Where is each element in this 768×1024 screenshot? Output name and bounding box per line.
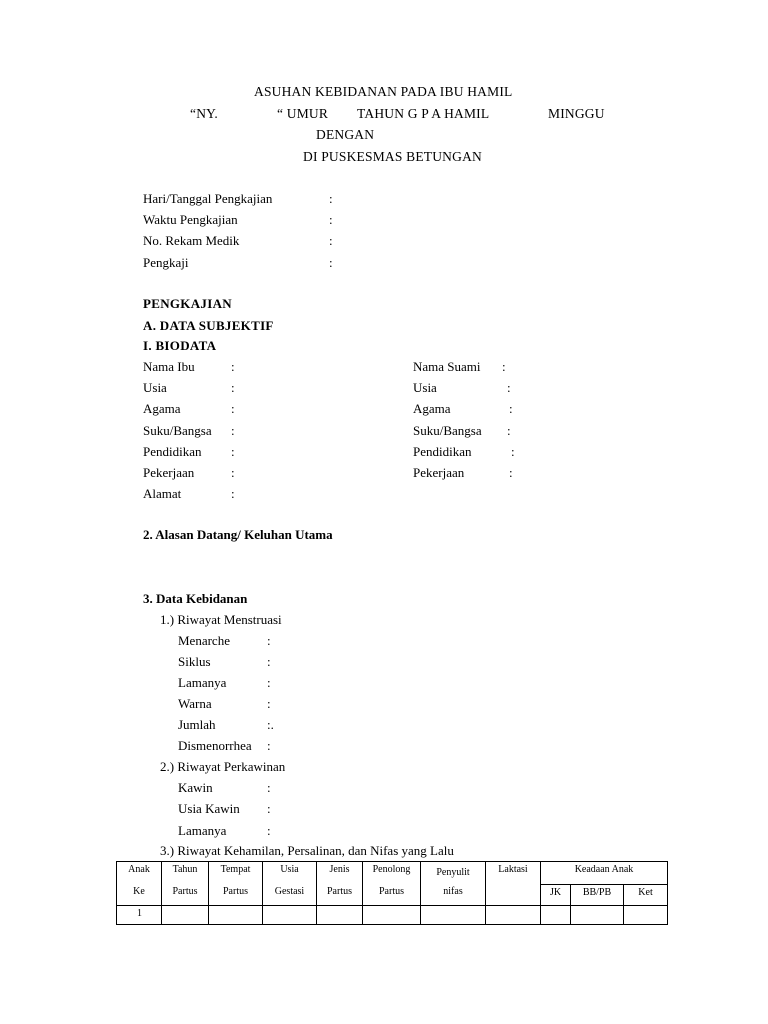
cell-empty (162, 905, 209, 924)
title-dengan: DENGAN (316, 127, 375, 142)
header-tempat: Tempat (209, 862, 263, 885)
title-umur: “ UMUR (277, 106, 329, 121)
biodata-label: Pendidikan (143, 444, 202, 459)
info-label: Hari/Tanggal Pengkajian (143, 191, 273, 206)
menstruasi-label: Dismenorrhea (178, 738, 252, 753)
biodata-colon: : (509, 401, 513, 416)
perkawinan-colon: : (267, 780, 271, 795)
menstruasi-colon: : (267, 633, 271, 648)
perkawinan-label: Kawin (178, 780, 213, 795)
biodata-label: Nama Ibu (143, 359, 195, 374)
cell-empty (317, 905, 363, 924)
biodata-colon: : (231, 380, 235, 395)
cell-anak-ke: 1 (117, 905, 162, 924)
info-colon: : (329, 191, 333, 206)
section-data-subjektif: A. DATA SUBJEKTIF (143, 318, 274, 333)
perkawinan-label: Usia Kawin (178, 801, 240, 816)
header-ke: Ke (117, 884, 162, 905)
menstruasi-colon: : (267, 738, 271, 753)
header-laktasi: Laktasi (486, 862, 541, 906)
riwayat-kehamilan-heading: 3.) Riwayat Kehamilan, Persalinan, dan Nifas yang Lalu (160, 843, 454, 858)
header-anak: Anak (117, 862, 162, 885)
header-jk: JK (541, 884, 571, 905)
menstruasi-colon: : (267, 654, 271, 669)
biodata-label: Usia (413, 380, 437, 395)
table-row (117, 905, 668, 924)
menstruasi-label: Jumlah (178, 717, 216, 732)
header-usia: Usia (263, 862, 317, 885)
title-ny: “NY. (190, 106, 218, 121)
title-puskesmas: DI PUSKESMAS BETUNGAN (303, 149, 482, 164)
perkawinan-colon: : (267, 801, 271, 816)
header-partus: Partus (363, 884, 421, 905)
biodata-label: Pekerjaan (413, 465, 465, 480)
menstruasi-label: Lamanya (178, 675, 227, 690)
header-penolong: Penolong (363, 862, 421, 885)
biodata-label: Pekerjaan (143, 465, 195, 480)
header-partus: Partus (162, 884, 209, 905)
cell-empty (421, 905, 486, 924)
biodata-colon: : (231, 444, 235, 459)
biodata-colon: : (231, 401, 235, 416)
menstruasi-label: Warna (178, 696, 212, 711)
header-keadaan-anak: Keadaan Anak (541, 862, 668, 885)
cell-empty (486, 905, 541, 924)
header-partus: Partus (209, 884, 263, 905)
header-nifas: nifas (421, 884, 486, 905)
menstruasi-colon: : (267, 696, 271, 711)
menstruasi-label: Siklus (178, 654, 211, 669)
header-penyulit: Penyulit (421, 862, 486, 885)
menstruasi-colon: : (267, 675, 271, 690)
info-colon: : (329, 233, 333, 248)
header-jenis: Jenis (317, 862, 363, 885)
info-colon: : (329, 255, 333, 270)
biodata-label: Nama Suami (413, 359, 481, 374)
biodata-colon: : (231, 423, 235, 438)
menstruasi-colon: :. (267, 717, 274, 732)
biodata-colon: : (231, 465, 235, 480)
header-ket: Ket (624, 884, 668, 905)
biodata-label: Alamat (143, 486, 182, 501)
biodata-label: Agama (143, 401, 181, 416)
perkawinan-label: Lamanya (178, 823, 227, 838)
biodata-label: Suku/Bangsa (143, 423, 212, 438)
section-data-kebidanan: 3. Data Kebidanan (143, 591, 248, 606)
header-bbpb: BB/PB (571, 884, 624, 905)
biodata-colon: : (509, 465, 513, 480)
title-minggu: MINGGU (548, 106, 605, 121)
cell-empty (363, 905, 421, 924)
biodata-label: Suku/Bangsa (413, 423, 482, 438)
perkawinan-colon: : (267, 823, 271, 838)
document-title: ASUHAN KEBIDANAN PADA IBU HAMIL (254, 84, 513, 99)
biodata-colon: : (511, 444, 515, 459)
info-label: No. Rekam Medik (143, 233, 240, 248)
biodata-label: Agama (413, 401, 451, 416)
biodata-label: Pendidikan (413, 444, 472, 459)
cell-empty (263, 905, 317, 924)
biodata-colon: : (507, 423, 511, 438)
cell-empty (209, 905, 263, 924)
info-label: Waktu Pengkajian (143, 212, 238, 227)
biodata-colon: : (231, 486, 235, 501)
header-tahun: Tahun (162, 862, 209, 885)
riwayat-perkawinan-heading: 2.) Riwayat Perkawinan (160, 759, 286, 774)
title-tahun: TAHUN G P A HAMIL (357, 106, 490, 121)
cell-empty (571, 905, 624, 924)
menstruasi-label: Menarche (178, 633, 230, 648)
riwayat-menstruasi-heading: 1.) Riwayat Menstruasi (160, 612, 282, 627)
cell-empty (624, 905, 668, 924)
riwayat-kehamilan-table (116, 861, 668, 925)
biodata-label: Usia (143, 380, 167, 395)
info-label: Pengkaji (143, 255, 189, 270)
biodata-colon: : (231, 359, 235, 374)
section-alasan-datang: 2. Alasan Datang/ Keluhan Utama (143, 527, 333, 542)
section-pengkajian: PENGKAJIAN (143, 296, 232, 311)
header-partus: Partus (317, 884, 363, 905)
section-biodata: I. BIODATA (143, 338, 217, 353)
info-colon: : (329, 212, 333, 227)
header-gestasi: Gestasi (263, 884, 317, 905)
biodata-colon: : (507, 380, 511, 395)
cell-empty (541, 905, 571, 924)
biodata-colon: : (502, 359, 506, 374)
